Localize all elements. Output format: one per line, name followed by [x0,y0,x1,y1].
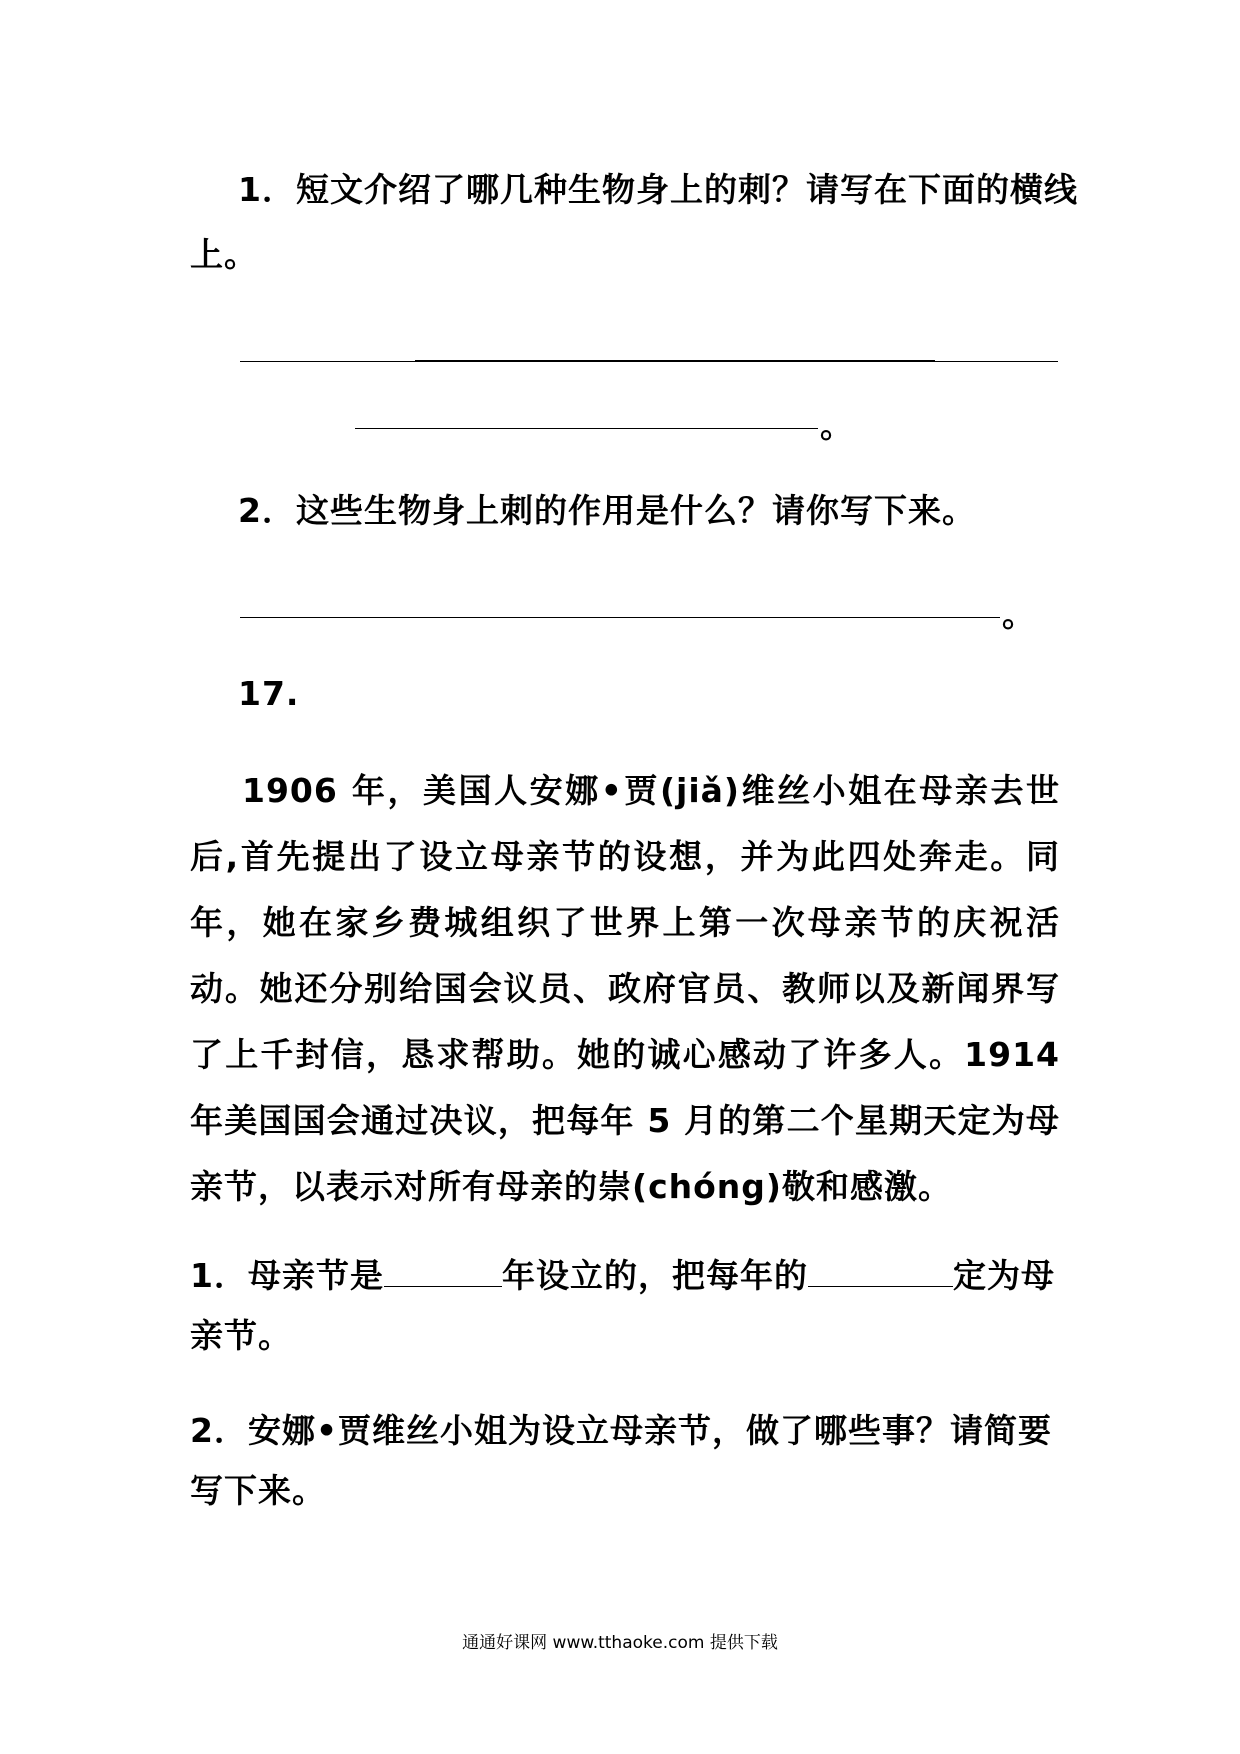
section-17-passage: 1906 年，美国人安娜•贾(jiǎ)维丝小姐在母亲去世后,首先提出了设立母亲节的设想，并为此四处奔走。同年，她在家乡费城组织了世界上第一次母亲节的庆祝活动。她还分别给国会议员、政府官员、教师以及新闻界写了上千封信，恳求帮助。她的诚心感动了许多人。1914 年美国国会通过决议，把每年 5 月的第二个星期天定为母亲节，以表示对所有母亲的崇(chóng)敬和感激。 [190,771,1060,1206]
blank-year[interactable] [384,1256,502,1287]
question-2-end-mark: 。 [1002,595,1036,634]
question-17-1-part1: 母亲节是 [247,1256,384,1295]
answer-line-1d[interactable] [355,428,818,429]
page-footer: 通通好课网 www.tthaoke.com 提供下载 [462,1633,778,1653]
answer-line-1c[interactable] [935,361,1058,362]
question-1-line1 [238,164,1078,211]
question-2 [238,485,976,532]
question-1-text: 短文介绍了哪几种生物身上的刺？请写在下面的横线 [295,170,1078,209]
question-1-number: 1． [238,170,296,209]
question-17-2 [190,1401,1060,1521]
question-17-1-part2: 年设立的，把每年的 [501,1256,808,1295]
question-17-1-number: 1． [190,1256,248,1295]
question-17-1 [190,1246,1060,1366]
question-1-end-mark: 。 [820,406,854,445]
question-17-2-text: 安娜•贾维丝小姐为设立母亲节，做了哪些事？请简要写下来。 [190,1411,1053,1510]
answer-line-1b[interactable] [415,360,935,362]
question-17-1-part3: 定为母亲节。 [190,1256,1055,1355]
section-17-label: 17. [238,674,300,713]
answer-line-2[interactable] [240,617,1000,618]
question-17-2-number: 2． [190,1411,248,1450]
question-2-text: 这些生物身上刺的作用是什么？请你写下来。 [295,491,976,530]
blank-date[interactable] [808,1256,953,1287]
answer-line-1a[interactable] [240,361,415,362]
question-1-line2: 上。 [190,235,258,274]
question-2-number: 2． [238,491,296,530]
